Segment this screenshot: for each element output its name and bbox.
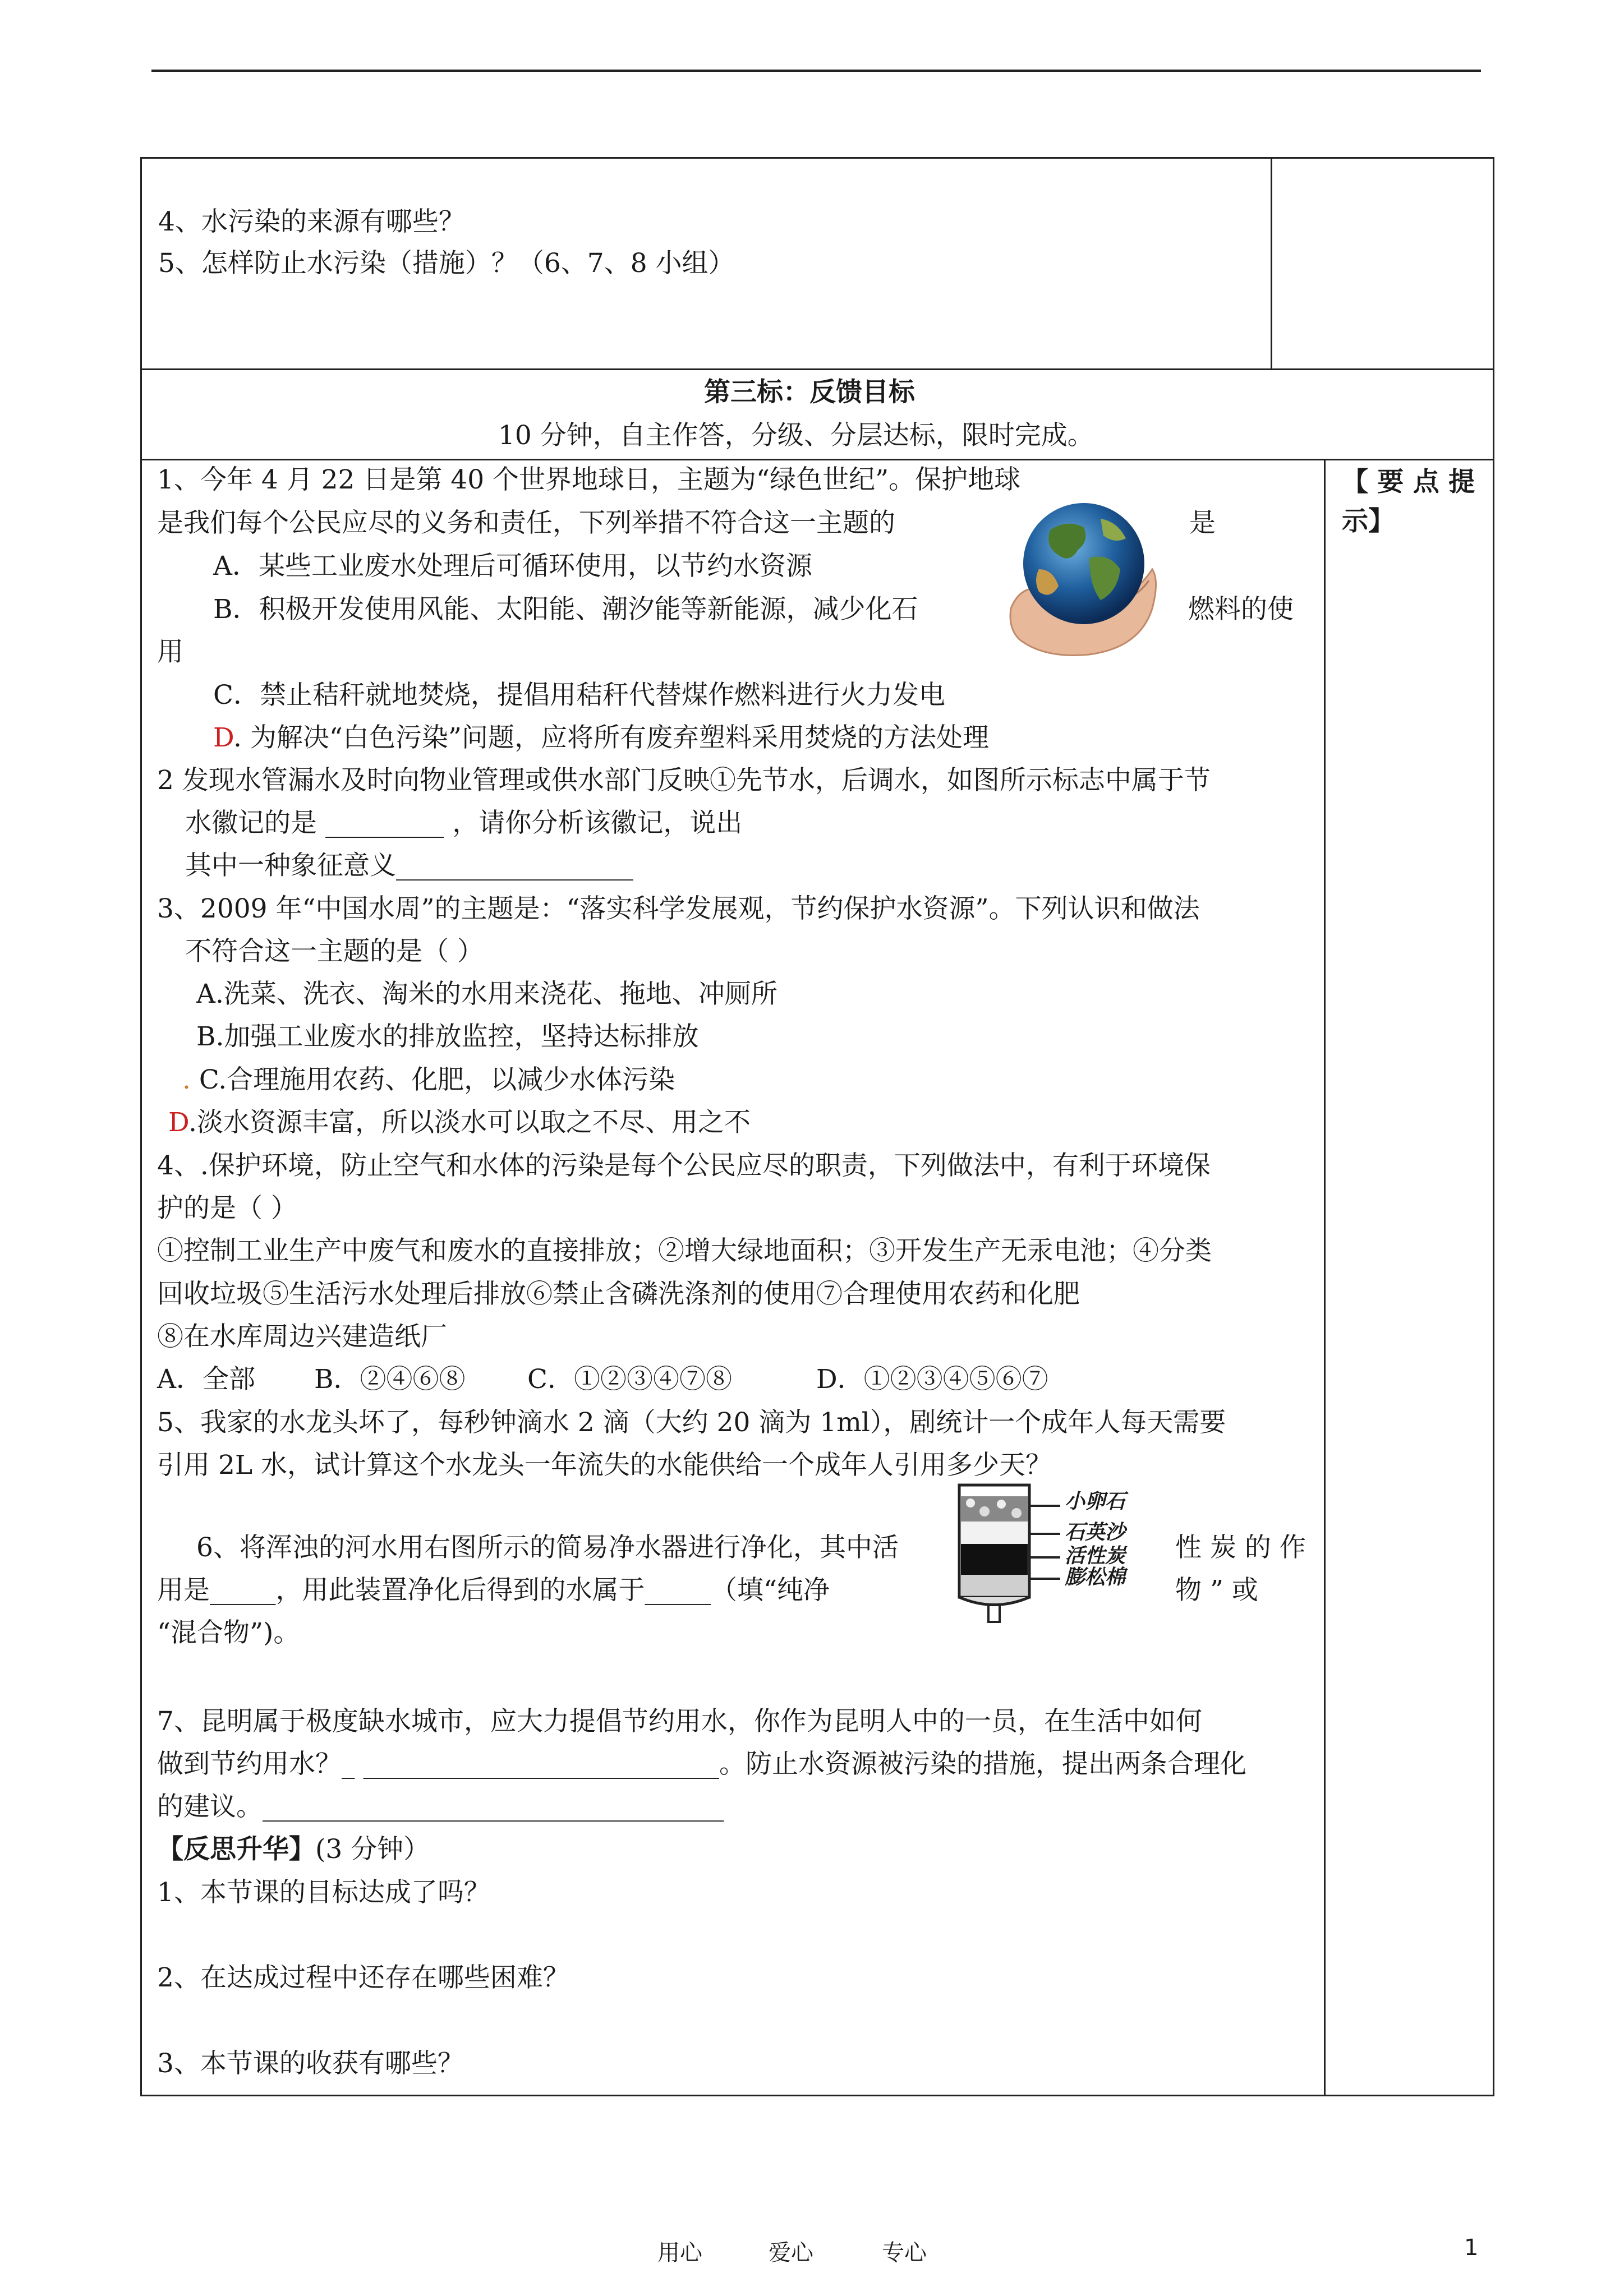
main-section-divider: [1324, 459, 1326, 2096]
q2-line2: 水徽记的是 _________ ，请你分析该徽记，说出: [185, 808, 743, 838]
footer-middle: 爱心: [769, 2240, 813, 2266]
q3-line1: 3、2009 年“中国水周”的主题是：“落实科学发展观，节约保护水资源”。下列认识和做法: [157, 893, 1200, 924]
reflection-item-2: 2、在达成过程中还存在哪些困难？: [157, 1962, 569, 1993]
q4-line4: 回收垃圾⑤生活污水处理后排放⑥禁止含磷洗涤剂的使用⑦合理使用农药和化肥: [157, 1279, 1080, 1310]
q1-line2-tail: 是: [1189, 508, 1216, 538]
q1-line1: 1、今年 4 月 22 日是第 40 个世界地球日，主题为“绿色世纪”。保护地球: [157, 464, 1021, 495]
q3-option-c: [182, 1063, 675, 1097]
q1-option-c: C．禁止秸秆就地焚烧，提倡用秸秆代替煤作燃料进行火力发电: [213, 680, 945, 711]
q3-option-d: [168, 1106, 751, 1140]
q2-line3: 其中一种象征意义__________________: [185, 850, 633, 881]
q3-option-c-text: C.合理施用农药、化肥，以减少水体污染: [199, 1064, 675, 1095]
q4-option-d: D．①②③④⑤⑥⑦: [816, 1364, 1048, 1395]
q6-line2: 用是_____，用此装置净化后得到的水属于_____（填“纯净: [157, 1575, 830, 1606]
reflection-time: (3 分钟）: [315, 1834, 430, 1865]
q6-line3: “混合物”)。: [157, 1617, 300, 1648]
side-note-label: 【 要 点 提: [1342, 467, 1475, 497]
q7-line1: 7、昆明属于极度缺水城市，应大力提倡节约用水，你作为昆明人中的一员，在生活中如何: [157, 1706, 1202, 1737]
q6-line1-tail: 性 炭 的 作: [1175, 1532, 1306, 1563]
q4-line1: 4、.保护环境，防止空气和水体的污染是每个公民应尽的职责，下列做法中，有利于环境保: [157, 1150, 1211, 1181]
q4-line3: ①控制工业生产中废气和废水的直接排放；②增大绿地面积；③开发生产无汞电池；④分类: [157, 1235, 1212, 1266]
q5-line1: 5、我家的水龙头坏了，每秒钟滴水 2 滴（大约 20 滴为 1ml），剧统计一个成年人每天需要: [157, 1407, 1226, 1438]
water-filter-diagram: [954, 1481, 1167, 1626]
top-section-divider: [1271, 157, 1272, 370]
filter-label-quartz-sand: 石英沙: [1065, 1520, 1126, 1544]
q1-option-d: [213, 721, 989, 755]
header-rule: [151, 70, 1481, 72]
q1-option-a: A．某些工业废水处理后可循环使用，以节约水资源: [213, 551, 812, 582]
question-prevent-water-pollution: 5、怎样防止水污染（措施）？（6、7、8 小组）: [158, 248, 735, 279]
q4-line2: 护的是（ ）: [157, 1193, 297, 1224]
q4-option-a: A．全部: [157, 1364, 255, 1395]
reflection-item-3: 3、本节课的收获有哪些？: [157, 2048, 464, 2079]
q1-option-b-tail: 燃料的使: [1188, 594, 1294, 625]
q6-line2-tail: 物 ” 或: [1175, 1575, 1258, 1606]
filter-label-activated-carbon: 活性炭: [1065, 1544, 1126, 1567]
globe-in-hand-image: [1005, 496, 1162, 659]
footer-right: 专心: [882, 2240, 927, 2266]
q3-option-c-mark: .: [182, 1064, 191, 1095]
q4-option-c: C．①②③④⑦⑧: [527, 1364, 732, 1395]
reflection-title: 【反思升华】: [157, 1834, 315, 1865]
footer-left: 用心: [657, 2240, 702, 2266]
q1-option-d-text: . 为解决“白色污染”问题，应将所有废弃塑料采用焚烧的方法处理: [233, 722, 989, 753]
q3-option-a: A.洗菜、洗衣、淘米的水用来浇花、拖地、冲厕所: [196, 979, 778, 1009]
q7-line3: 的建议。___________________________________: [157, 1791, 724, 1822]
q1-option-b-cont: 用: [157, 637, 183, 667]
reflection-item-1: 1、本节课的目标达成了吗？: [157, 1877, 490, 1908]
q1-option-d-letter: D: [213, 722, 234, 753]
q4-line5: ⑧在水库周边兴建造纸厂: [157, 1321, 447, 1352]
q1-line2: 是我们每个公民应尽的义务和责任，下列举措不符合这一主题的: [157, 508, 895, 538]
q3-option-d-text: .淡水资源丰富，所以淡水可以取之不尽、用之不: [188, 1107, 751, 1138]
q3-line2: 不符合这一主题的是（ ）: [185, 936, 484, 967]
q3-option-d-letter: D: [168, 1107, 189, 1138]
reflection-heading: [157, 1833, 430, 1866]
question-water-pollution-sources: 4、水污染的来源有哪些？: [158, 206, 465, 237]
page-number: 1: [1464, 2235, 1479, 2261]
q4-option-b: B．②④⑥⑧: [314, 1364, 466, 1395]
filter-label-cotton: 膨松棉: [1065, 1565, 1126, 1589]
q7-line2: 做到节约用水？_ ___________________________。防止水资源被污染的措施，提出两条合理化: [157, 1749, 1246, 1779]
q6-line1: 6、将浑浊的河水用右图所示的简易净水器进行净化，其中活: [196, 1532, 899, 1563]
third-target-title: 第三标：反馈目标: [704, 377, 915, 408]
q5-line2: 引用 2L 水，试计算这个水龙头一年流失的水能供给一个成年人引用多少天？: [157, 1450, 1052, 1481]
side-note-label-cont: 示】: [1342, 506, 1395, 537]
third-target-subtitle: 10 分钟，自主作答，分级、分层达标，限时完成。: [498, 420, 1094, 451]
filter-label-pebbles: 小卵石: [1065, 1490, 1126, 1513]
q3-option-b: B.加强工业废水的排放监控，坚持达标排放: [196, 1021, 699, 1052]
q1-option-b: B．积极开发使用风能、太阳能、潮汐能等新能源，减少化石: [213, 594, 918, 625]
q2-line1: 2 发现水管漏水及时向物业管理或供水部门反映①先节水，后调水，如图所示标志中属于节: [157, 765, 1211, 796]
